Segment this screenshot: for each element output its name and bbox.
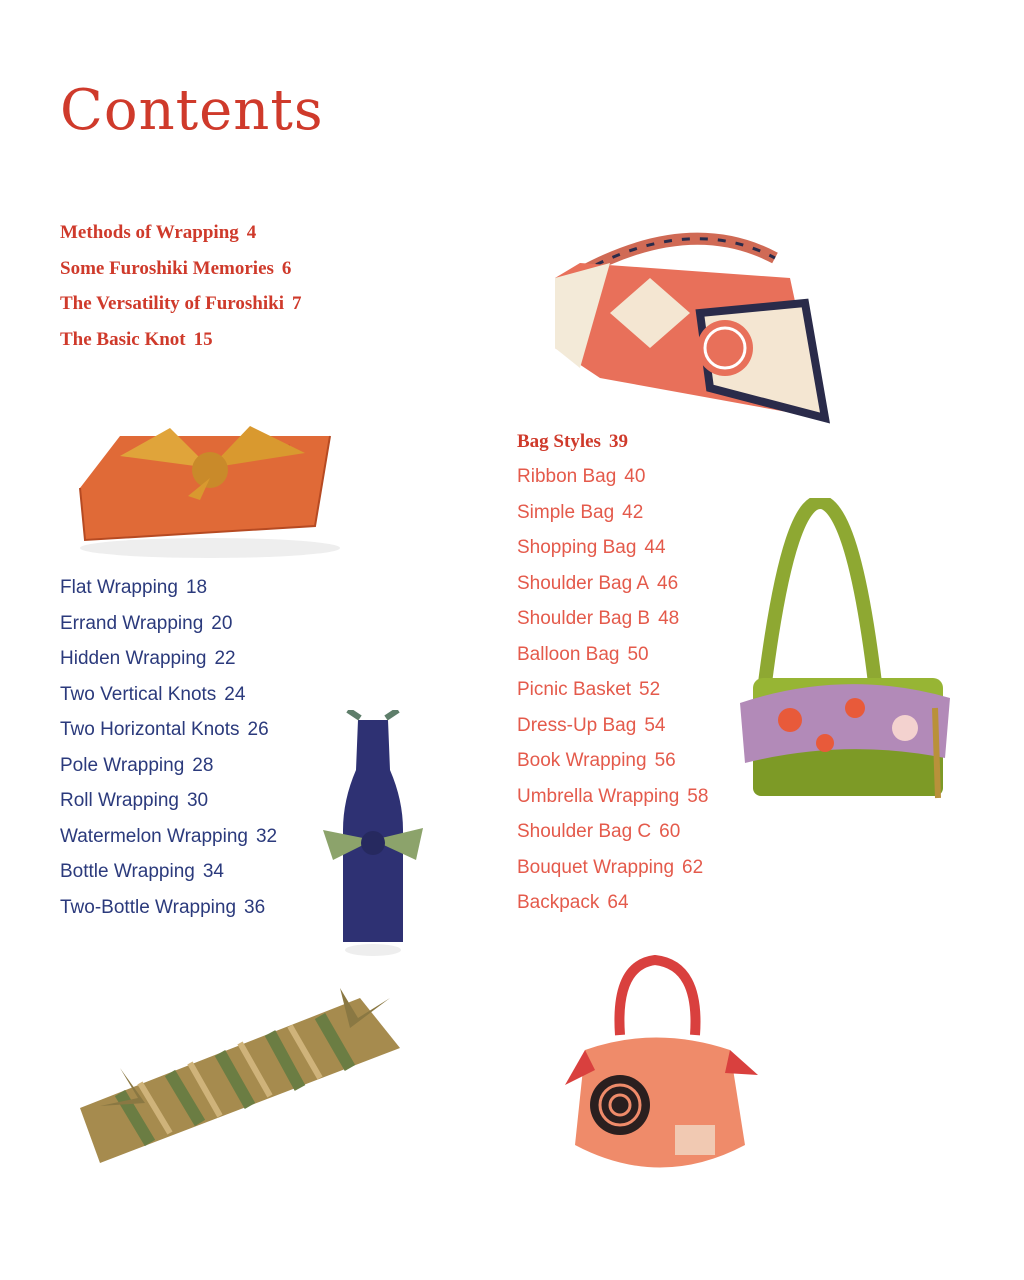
- toc-page: 48: [658, 608, 680, 629]
- toc-entry[interactable]: [60, 719, 277, 755]
- toc-entry[interactable]: [60, 755, 277, 791]
- toc-title: The Versatility of Furoshiki: [60, 293, 284, 314]
- toc-title: Two-Bottle Wrapping: [60, 896, 237, 918]
- toc-page: 62: [682, 856, 704, 878]
- toc-entry[interactable]: [517, 786, 708, 822]
- toc-page: 42: [622, 501, 644, 523]
- toc-entry[interactable]: [517, 715, 708, 751]
- wrapping-list: [60, 577, 277, 932]
- toc-entry[interactable]: [60, 897, 277, 933]
- toc-entry[interactable]: [517, 821, 708, 857]
- toc-title: Book Wrapping: [517, 750, 647, 771]
- toc-title: Bag Styles: [517, 431, 601, 452]
- toc-entry[interactable]: [517, 608, 708, 644]
- toc-title: Shoulder Bag A: [517, 572, 650, 594]
- ribbon-bag-photo: [540, 218, 850, 433]
- toc-page: 30: [186, 790, 209, 811]
- toc-page: 40: [624, 466, 646, 487]
- toc-title: Shopping Bag: [517, 537, 637, 558]
- flat-wrapping-photo: [60, 408, 350, 563]
- toc-page: 20: [211, 612, 233, 634]
- bag-list: [517, 466, 708, 928]
- toc-entry[interactable]: [60, 684, 277, 720]
- toc-title: Shoulder Bag B: [517, 608, 651, 629]
- toc-entry[interactable]: [517, 644, 708, 680]
- toc-entry[interactable]: [60, 613, 277, 649]
- toc-entry[interactable]: [60, 577, 277, 613]
- toc-page: 54: [644, 714, 666, 736]
- toc-page: 60: [659, 821, 681, 842]
- toc-page: 36: [244, 896, 266, 918]
- toc-page: 18: [185, 577, 208, 598]
- toc-title: Simple Bag: [517, 501, 615, 523]
- toc-entry[interactable]: [517, 573, 708, 609]
- toc-entry[interactable]: [517, 466, 708, 502]
- intro-list: [60, 222, 301, 364]
- toc-title: Pole Wrapping: [60, 754, 185, 776]
- toc-entry[interactable]: [517, 537, 708, 573]
- toc-title: Bottle Wrapping: [60, 861, 195, 882]
- toc-entry[interactable]: [60, 790, 277, 826]
- toc-page: 24: [224, 683, 246, 705]
- bag-styles-heading[interactable]: [517, 431, 628, 453]
- toc-entry[interactable]: [517, 502, 708, 538]
- toc-page: 58: [687, 785, 709, 807]
- toc-entry[interactable]: [517, 679, 708, 715]
- toc-title: Bouquet Wrapping: [517, 856, 675, 878]
- toc-page: 7: [291, 293, 302, 314]
- toc-entry[interactable]: [517, 892, 708, 928]
- toc-title: Balloon Bag: [517, 643, 620, 665]
- toc-title: Two Horizontal Knots: [60, 719, 240, 740]
- toc-title: Errand Wrapping: [60, 612, 204, 634]
- toc-page: 26: [247, 719, 269, 740]
- toc-page: 46: [657, 572, 679, 594]
- toc-entry[interactable]: [517, 857, 708, 893]
- toc-entry[interactable]: [60, 222, 301, 258]
- toc-title: Hidden Wrapping: [60, 648, 207, 669]
- toc-title: Watermelon Wrapping: [60, 825, 248, 847]
- toc-title: Two Vertical Knots: [60, 683, 217, 705]
- toc-page: 52: [639, 679, 661, 700]
- toc-title: Umbrella Wrapping: [517, 785, 680, 807]
- toc-title: Shoulder Bag C: [517, 821, 652, 842]
- page-title: Contents: [60, 78, 324, 143]
- toc-entry[interactable]: [60, 826, 277, 862]
- toc-page: 39: [608, 431, 628, 452]
- toc-entry[interactable]: [60, 293, 301, 329]
- toc-entry[interactable]: [60, 861, 277, 897]
- toc-entry[interactable]: [60, 648, 277, 684]
- toc-title: Flat Wrapping: [60, 577, 178, 598]
- toc-page: 64: [607, 892, 629, 913]
- toc-title: Backpack: [517, 892, 600, 913]
- toc-title: The Basic Knot: [60, 328, 186, 350]
- toc-page: 34: [202, 861, 224, 882]
- toc-entry[interactable]: [60, 329, 301, 365]
- toc-title: Roll Wrapping: [60, 790, 179, 811]
- toc-page: 28: [192, 754, 214, 776]
- toc-title: Some Furoshiki Memories: [60, 257, 274, 279]
- toc-page: 32: [255, 825, 278, 847]
- roll-wrapping-photo: [60, 988, 420, 1178]
- toc-title: Picnic Basket: [517, 679, 632, 700]
- toc-page: 22: [214, 648, 236, 669]
- toc-page: 56: [654, 750, 676, 771]
- toc-entry[interactable]: [60, 258, 301, 294]
- toc-title: Methods of Wrapping: [60, 222, 239, 243]
- toc-entry[interactable]: [517, 750, 708, 786]
- shoulder-bag-photo: [735, 498, 960, 808]
- toc-title: Ribbon Bag: [517, 466, 617, 487]
- toc-page: 6: [281, 257, 292, 279]
- bottle-wrapping-photo: [318, 710, 428, 960]
- toc-page: 44: [644, 537, 666, 558]
- toc-title: Dress-Up Bag: [517, 714, 637, 736]
- toc-page: 4: [246, 222, 257, 243]
- toc-page: 50: [627, 643, 649, 665]
- toc-page: 15: [193, 328, 213, 350]
- balloon-bag-photo: [560, 955, 760, 1180]
